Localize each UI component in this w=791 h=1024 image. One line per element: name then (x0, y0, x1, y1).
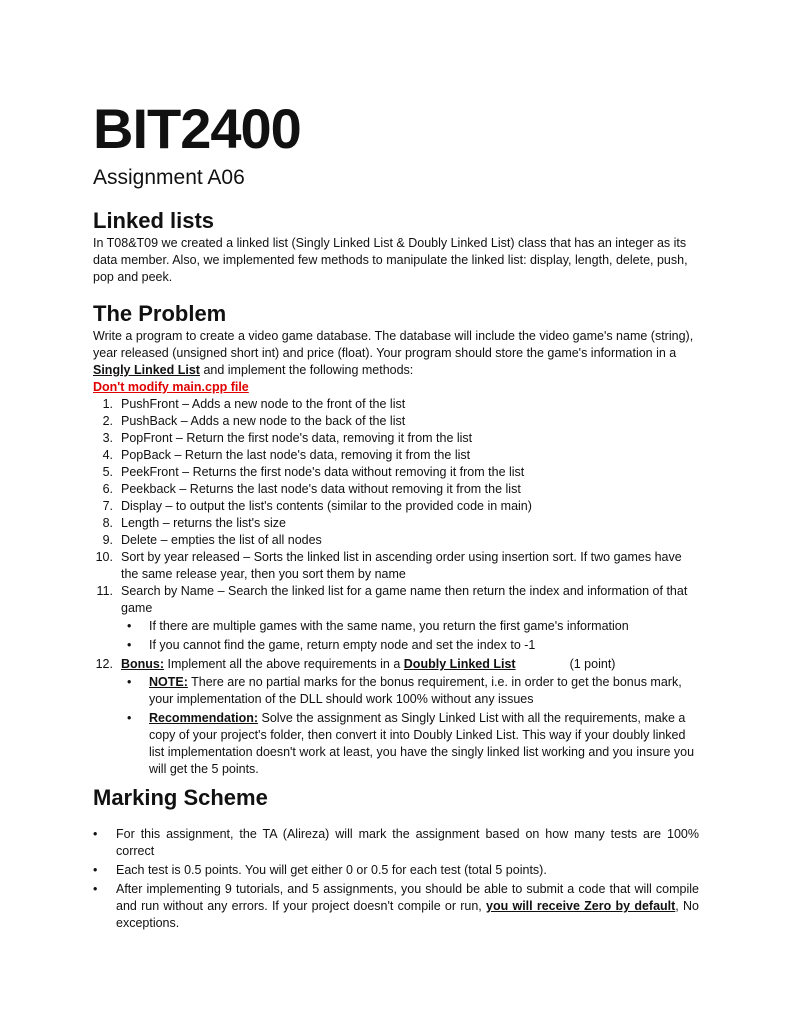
bullet-icon: • (93, 882, 98, 896)
list-item (93, 881, 699, 932)
marking-list (93, 826, 699, 932)
list-item (93, 430, 699, 447)
item-text: Each test is 0.5 points. You will get either 0 or 0.5 for each test (total 5 points). (116, 863, 547, 877)
linked-lists-section (93, 207, 699, 286)
list-item (121, 618, 699, 635)
item-number: 2. (102, 414, 113, 428)
marking-heading: Marking Scheme (93, 785, 268, 810)
item-number: 11. (96, 584, 113, 598)
problem-heading: The Problem (93, 301, 227, 326)
item-text: Search by Name – Search the linked list for a game name then return the index and information of that game (121, 584, 688, 615)
list-item (93, 826, 699, 860)
item-text: Length – returns the list's size (121, 516, 286, 530)
bullet-icon: • (127, 638, 132, 652)
singly-linked-list-emphasis: Singly Linked List (93, 363, 200, 377)
item-number: 12. (95, 657, 113, 671)
item-text-end: , No exceptions. (116, 899, 699, 930)
main-cpp-warning: Don't modify main.cpp file (93, 380, 249, 394)
search-sub-list (121, 618, 699, 654)
item-text: PushBack – Adds a new node to the back of the list (121, 414, 406, 428)
list-item (93, 583, 699, 654)
list-item (93, 413, 699, 430)
problem-section (93, 300, 699, 778)
bullet-icon: • (127, 711, 132, 725)
item-number: 8. (102, 516, 113, 530)
note-label: NOTE: (149, 675, 188, 689)
list-item (93, 515, 699, 532)
bonus-item (93, 656, 699, 778)
linked-lists-body: In T08&T09 we created a linked list (Singly Linked List & Doubly Linked List) class that has an integer as its data member. Also, we implemented few methods to manipulate the linked list: display, length, delete, push, pop and peek. (93, 236, 688, 284)
course-title: BIT2400 (93, 97, 301, 160)
problem-body-text: Write a program to create a video game database. The database will include the video game's name (string), year released (unsigned short int) and price (float). Your program should store the game's information in a (93, 329, 694, 360)
list-item (121, 674, 699, 708)
item-number: 9. (102, 533, 113, 547)
list-item (121, 637, 699, 654)
doubly-linked-list-emphasis: Doubly Linked List (403, 657, 516, 671)
item-number: 3. (102, 431, 113, 445)
linked-lists-heading: Linked lists (93, 208, 215, 233)
item-text: PopFront – Return the first node's data, removing it from the list (121, 431, 473, 445)
item-text: There are no partial marks for the bonus requirement, i.e. in order to get the bonus mark, your implementation of the DLL should work 100% without any issues (149, 675, 682, 706)
item-text: Implement all the above requirements in a (164, 657, 404, 671)
zero-warning: you will receive Zero by default (486, 899, 676, 913)
item-number: 10. (95, 550, 113, 564)
marking-section (93, 784, 699, 932)
list-item (93, 447, 699, 464)
list-item (93, 498, 699, 515)
bonus-points: (1 point) (569, 657, 616, 671)
bullet-icon: • (93, 863, 98, 877)
item-text: If there are multiple games with the same name, you return the first game's information (149, 619, 629, 633)
item-number: 7. (102, 499, 113, 513)
list-item (93, 532, 699, 549)
requirements-list (93, 396, 699, 778)
list-item (93, 481, 699, 498)
bonus-sub-list (121, 674, 699, 778)
item-text: If you cannot find the game, return empty node and set the index to -1 (149, 638, 536, 652)
item-text: PopBack – Return the last node's data, removing it from the list (121, 448, 471, 462)
bonus-label: Bonus: (121, 657, 165, 671)
item-text: Peekback – Returns the last node's data without removing it from the list (121, 482, 521, 496)
bullet-icon: • (93, 827, 98, 841)
problem-body (93, 328, 699, 379)
assignment-subtitle: Assignment A06 (93, 166, 245, 189)
recommendation-label: Recommendation: (149, 711, 259, 725)
bullet-icon: • (127, 619, 132, 633)
item-number: 6. (102, 482, 113, 496)
list-item (93, 464, 699, 481)
item-text: PeekFront – Returns the first node's data without removing it from the list (121, 465, 525, 479)
bullet-icon: • (127, 675, 132, 689)
item-text: Delete – empties the list of all nodes (121, 533, 322, 547)
item-text: For this assignment, the TA (Alireza) will mark the assignment based on how many tests are 100% correct (116, 827, 699, 858)
list-item (93, 862, 699, 879)
item-text: After implementing 9 tutorials, and 5 assignments, you should be able to submit a code that will compile and run without any errors. If your project doesn't compile or run, (116, 882, 699, 913)
item-text: Sort by year released – Sorts the linked list in ascending order using insertion sort. If two games have the same release year, then you sort them by name (121, 550, 682, 581)
document-page (93, 98, 699, 934)
list-item (93, 549, 699, 583)
problem-body-text-end: and implement the following methods: (199, 363, 414, 377)
item-text: Solve the assignment as Singly Linked List with all the requirements, make a copy of your project's folder, then convert it into Doubly Linked List. This way if your doubly linked list implementation doesn't work at least, you have the singly linked list working and you insure you will get the 5 points. (149, 711, 695, 776)
item-number: 1. (102, 397, 113, 411)
item-number: 5. (102, 465, 113, 479)
item-number: 4. (102, 448, 113, 462)
item-text: Display – to output the list's contents (similar to the provided code in main) (121, 499, 532, 513)
list-item (121, 710, 699, 778)
list-item (93, 396, 699, 413)
item-text: PushFront – Adds a new node to the front of the list (121, 397, 406, 411)
